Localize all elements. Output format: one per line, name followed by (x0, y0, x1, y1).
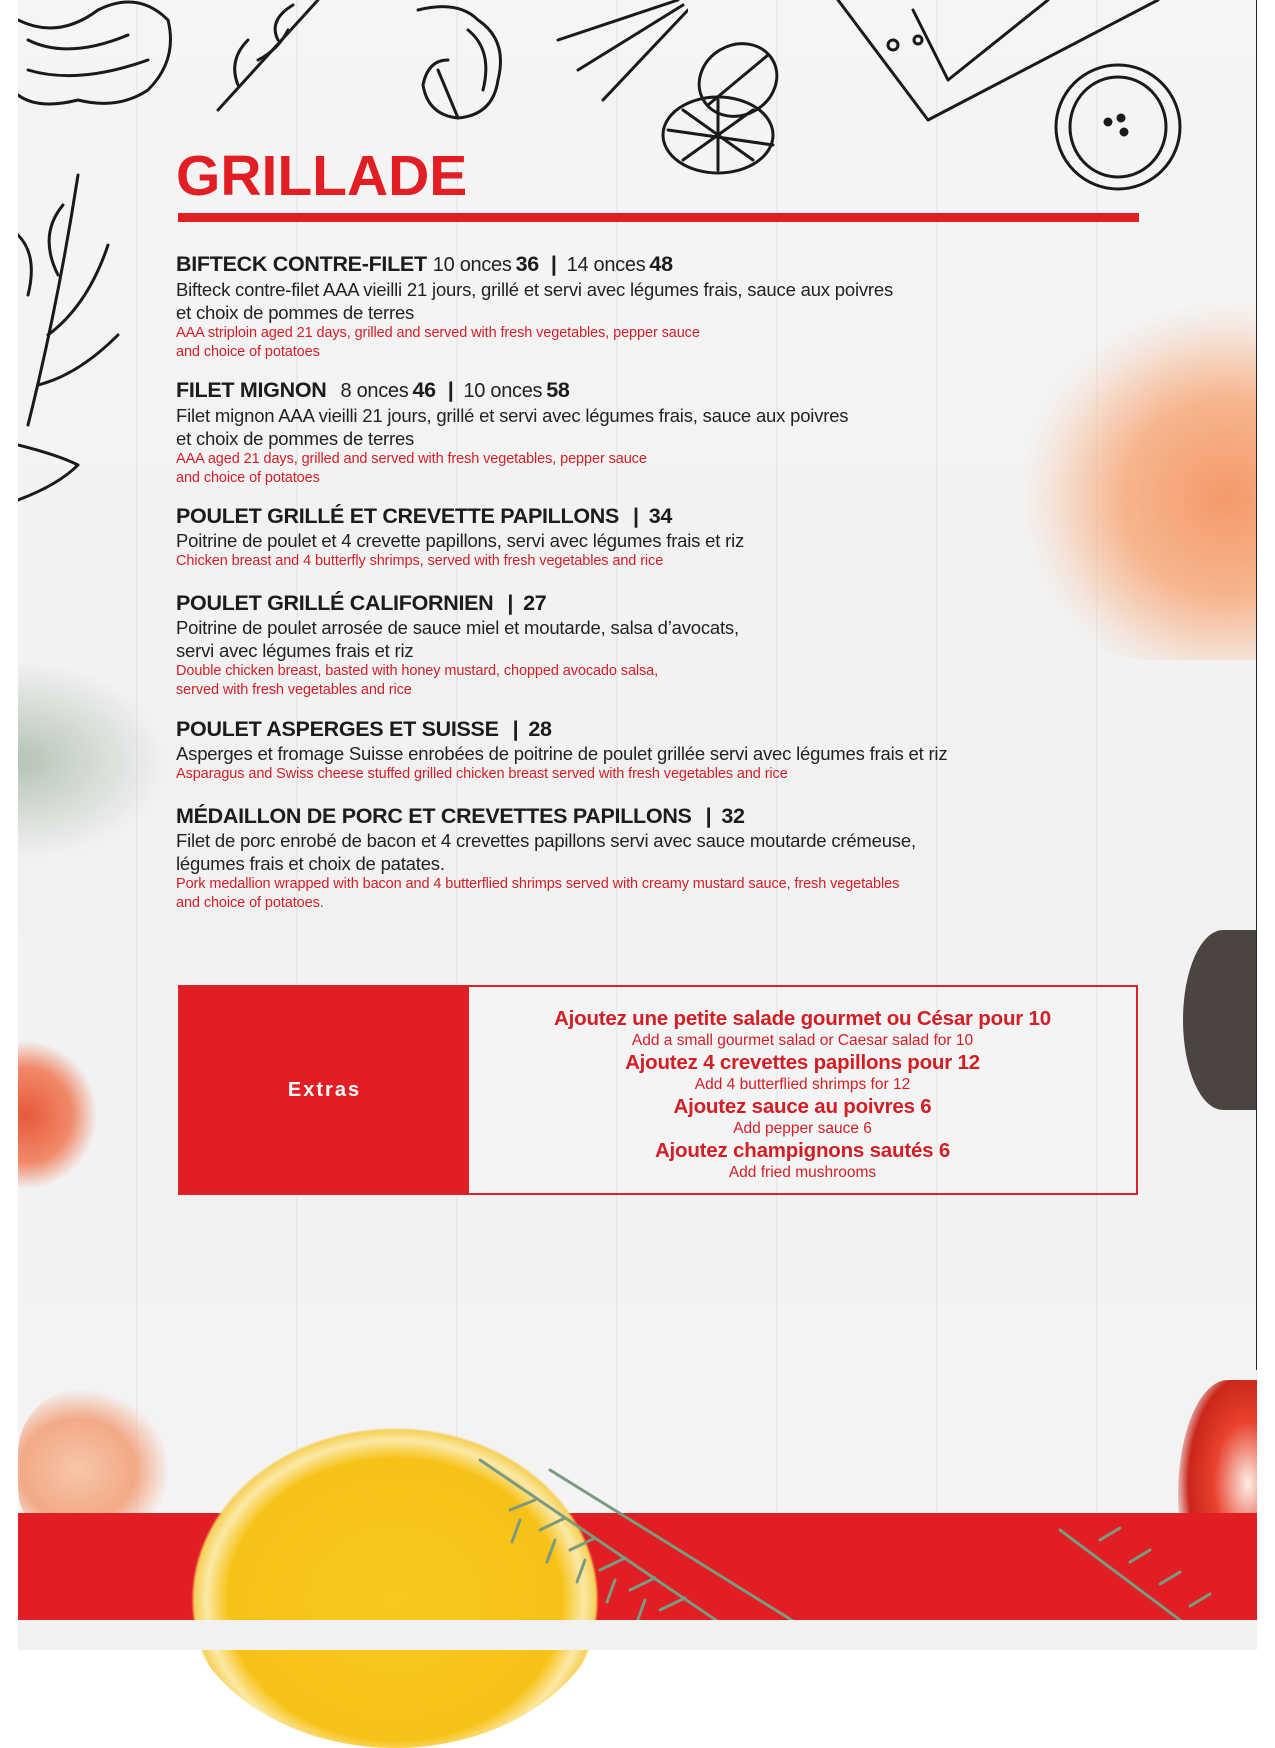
item-description-en: Asparagus and Swiss cheese stuffed grilled chicken breast served with fresh vegetables and rice (176, 766, 788, 782)
item-heading (176, 803, 916, 829)
item-heading (176, 503, 744, 529)
menu-item (176, 803, 916, 912)
menu-item (176, 503, 744, 571)
item-price: 48 (649, 252, 673, 276)
item-name: MÉDAILLON DE PORC ET CREVETTES PAPILLONS (176, 804, 692, 828)
item-description-fr: Filet mignon AAA vieilli 21 jours, grillé et servi avec légumes frais, sauce aux poivres (176, 405, 849, 426)
item-price: 27 (523, 591, 547, 615)
item-price: 34 (648, 504, 673, 528)
item-description-fr: et choix de pommes de terres (176, 302, 415, 323)
title-divider (178, 213, 1139, 222)
item-description-fr: légumes frais et choix de patates. (176, 853, 445, 874)
menu-item (176, 590, 739, 699)
item-heading (176, 716, 947, 742)
extra-item-en: Add a small gourmet salad or Caesar salad for 10 (631, 1032, 974, 1049)
item-price: 32 (721, 804, 745, 828)
item-size: 10 onces (463, 380, 543, 402)
extra-item-fr: Ajoutez une petite salade gourmet ou César pour 10 (554, 1007, 1051, 1030)
item-description-en: and choice of potatoes. (176, 894, 324, 911)
shrimp-sketch-icon (398, 0, 538, 125)
price-separator: | (512, 717, 519, 741)
item-description-fr: Filet de porc enrobé de bacon et 4 crevettes papillons servi avec sauce moutarde crémeuse, (176, 830, 916, 851)
footer-margin (18, 1620, 1257, 1650)
item-price: 36 (515, 252, 539, 276)
item-description-en: AAA aged 21 days, grilled and served with fresh vegetables, pepper sauce (176, 451, 647, 467)
mushroom-photo (1183, 930, 1257, 1110)
extras-label-panel (180, 987, 469, 1193)
extra-item-en: Add 4 butterflied shrimps for 12 (694, 1076, 911, 1093)
item-heading (176, 377, 848, 404)
menu-item (176, 716, 947, 784)
item-price: 28 (528, 717, 552, 741)
item-description-fr: Bifteck contre-filet AAA vieilli 21 jours, grillé et servi avec légumes frais, sauce aux poivres (176, 279, 894, 300)
lemon-slice-sketch-icon (658, 30, 788, 180)
rosemary-sketch-icon (198, 0, 348, 120)
item-description-fr: Poitrine de poulet et 4 crevette papillons, servi avec légumes frais et riz (176, 530, 745, 551)
item-description-en: AAA striploin aged 21 days, grilled and served with fresh vegetables, pepper sauce (176, 325, 700, 341)
price-separator: | (507, 591, 514, 615)
lettuce-sketch-icon (18, 0, 178, 120)
extras-label: Extras (287, 1078, 362, 1101)
item-description-en: and choice of potatoes (176, 469, 320, 486)
page-edge-line (1256, 0, 1257, 1370)
item-size: 8 onces (340, 380, 409, 402)
item-description-en: Chicken breast and 4 butterfly shrimps, served with fresh vegetables and rice (176, 553, 664, 569)
item-price: 58 (546, 378, 570, 402)
extra-item-en: Add fried mushrooms (728, 1164, 877, 1181)
item-description-fr: Poitrine de poulet arrosée de sauce miel et moutarde, salsa d’avocats, (176, 617, 739, 638)
plate-sketch-icon (1048, 60, 1188, 195)
extras-box (178, 985, 1138, 1195)
item-name: POULET GRILLÉ ET CREVETTE PAPILLONS (176, 504, 620, 528)
extra-item-fr: Ajoutez 4 crevettes papillons pour 12 (625, 1051, 980, 1074)
item-size: 14 onces (566, 254, 646, 276)
item-description-fr: et choix de pommes de terres (176, 428, 415, 449)
extra-item-fr: Ajoutez sauce au poivres 6 (673, 1095, 932, 1118)
price-separator: | (633, 504, 639, 528)
item-description-en: served with fresh vegetables and rice (176, 681, 412, 698)
item-description-fr: servi avec légumes frais et riz (176, 640, 414, 661)
price-separator: | (447, 378, 454, 402)
parsley-sketch-icon (18, 155, 148, 535)
extra-item-en: Add pepper sauce 6 (733, 1120, 872, 1137)
item-size: 10 onces (432, 254, 512, 276)
shrimp-photo-left (18, 1040, 98, 1190)
item-name: POULET ASPERGES ET SUISSE (176, 717, 499, 741)
item-description-en: and choice of potatoes (176, 343, 320, 360)
menu-item (176, 377, 848, 487)
menu-item (176, 251, 893, 361)
item-name: POULET GRILLÉ CALIFORNIEN (176, 591, 494, 615)
item-description-fr: Asperges et fromage Suisse enrobées de poitrine de poulet grillée servi avec légumes frais et riz (176, 743, 948, 764)
item-heading (176, 590, 739, 616)
item-name: FILET MIGNON (176, 378, 327, 402)
page-title: GRILLADE (176, 144, 468, 208)
extra-item-fr: Ajoutez champignons sautés 6 (654, 1139, 951, 1162)
extras-list (469, 1007, 1136, 1183)
item-price: 46 (412, 378, 436, 402)
shrimp-photo (1018, 300, 1257, 660)
price-separator: | (550, 252, 557, 276)
item-description-en: Pork medallion wrapped with bacon and 4 butterflied shrimps served with creamy mustard sauce, fresh vegetables (176, 876, 900, 892)
item-heading (176, 251, 893, 278)
item-name: BIFTECK CONTRE-FILET (176, 252, 427, 276)
rosemary-photo-left (18, 660, 168, 860)
item-description-en: Double chicken breast, basted with honey mustard, chopped avocado salsa, (176, 663, 659, 679)
price-separator: | (705, 804, 712, 828)
menu-page (18, 0, 1257, 1650)
